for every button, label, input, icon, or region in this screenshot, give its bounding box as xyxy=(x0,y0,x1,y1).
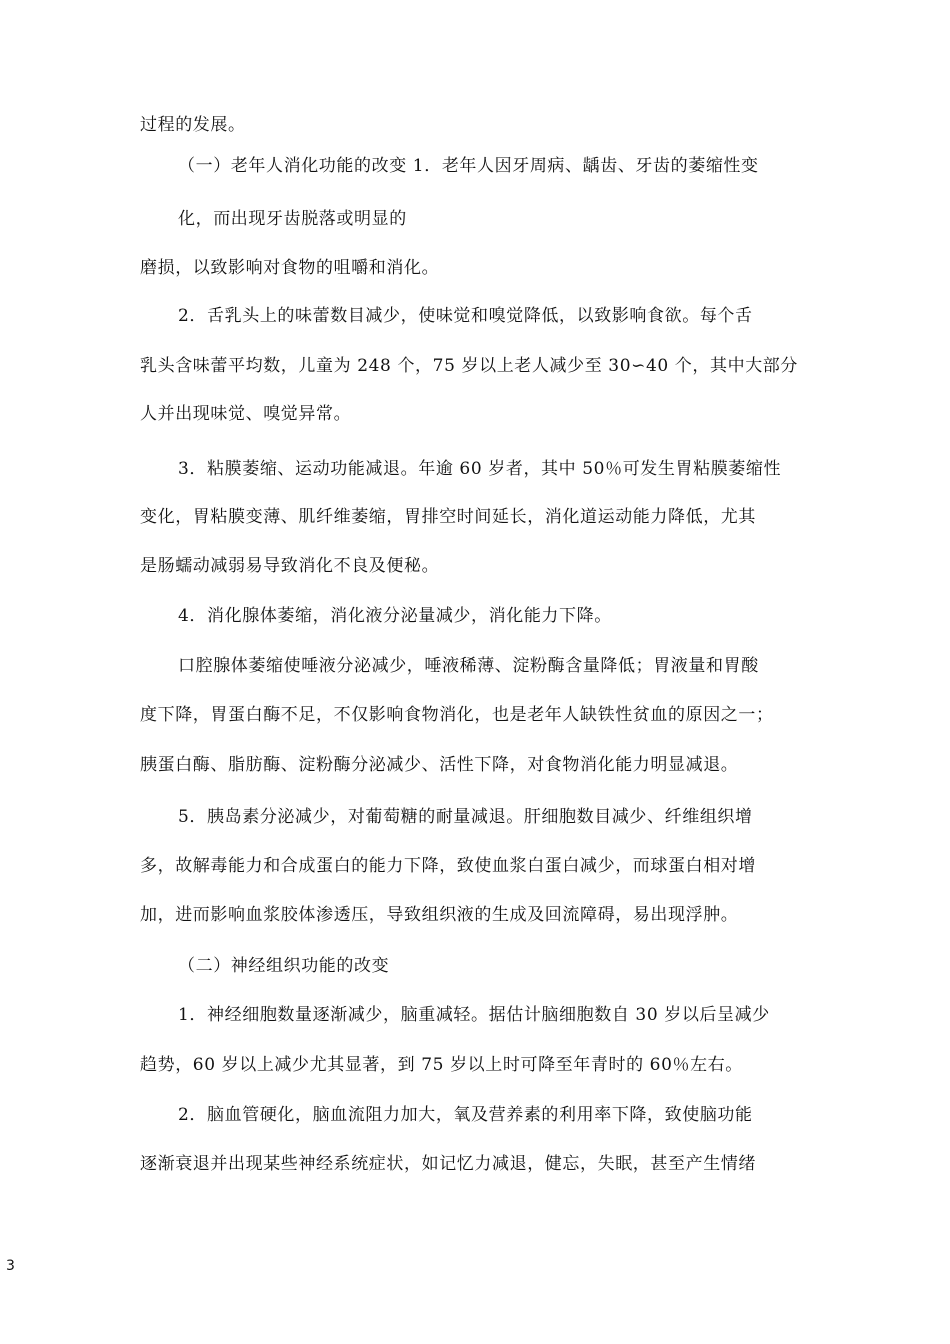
section-heading-digestive: （一）老年人消化功能的改变 1．老年人因牙周病、龋齿、牙齿的萎缩性变 xyxy=(178,156,759,176)
text-line: 人并出现味觉、嗅觉异常。 xyxy=(140,404,352,424)
text-line: 过程的发展。 xyxy=(140,115,246,135)
text-line: 胰蛋白酶、脂肪酶、淀粉酶分泌减少、活性下降，对食物消化能力明显减退。 xyxy=(140,755,739,775)
text-line: 磨损，以致影响对食物的咀嚼和消化。 xyxy=(140,258,440,278)
text-line: 趋势，60 岁以上减少尤其显著，到 75 岁以上时可降至年青时的 60％左右。 xyxy=(140,1055,743,1075)
text-line: 多，故解毒能力和合成蛋白的能力下降，致使血浆白蛋白减少，而球蛋白相对增 xyxy=(140,856,756,876)
text-line: 乳头含味蕾平均数，儿童为 248 个，75 岁以上老人减少至 30∽40 个，其中大部分 xyxy=(140,356,799,376)
text-line: 加，进而影响血浆胶体渗透压，导致组织液的生成及回流障碍，易出现浮肿。 xyxy=(140,905,739,925)
text-line: 度下降，胃蛋白酶不足，不仅影响食物消化，也是老年人缺铁性贫血的原因之一； xyxy=(140,705,774,725)
text-line: 2．脑血管硬化，脑血流阻力加大，氧及营养素的利用率下降，致使脑功能 xyxy=(178,1105,753,1125)
text-line: 4．消化腺体萎缩，消化液分泌量减少，消化能力下降。 xyxy=(178,606,612,626)
text-line: 逐渐衰退并出现某些神经系统症状，如记忆力减退，健忘，失眠，甚至产生情绪 xyxy=(140,1154,756,1174)
text-line: 5．胰岛素分泌减少，对葡萄糖的耐量减退。肝细胞数目减少、纤维组织增 xyxy=(178,807,753,827)
section-heading-nervous: （二）神经组织功能的改变 xyxy=(178,956,390,976)
page-number: 3 xyxy=(6,1258,15,1274)
text-line: 3．粘膜萎缩、运动功能减退。年逾 60 岁者，其中 50％可发生胃粘膜萎缩性 xyxy=(178,459,782,479)
text-line: 口腔腺体萎缩使唾液分泌减少，唾液稀薄、淀粉酶含量降低；胃液量和胃酸 xyxy=(178,656,759,676)
text-line: 化，而出现牙齿脱落或明显的 xyxy=(178,209,407,229)
text-line: 是肠蠕动减弱易导致消化不良及便秘。 xyxy=(140,556,440,576)
text-line: 2．舌乳头上的味蕾数目减少，使味觉和嗅觉降低，以致影响食欲。每个舌 xyxy=(178,306,753,326)
text-line: 1．神经细胞数量逐渐减少，脑重减轻。据估计脑细胞数自 30 岁以后呈减少 xyxy=(178,1005,770,1025)
text-line: 变化，胃粘膜变薄、肌纤维萎缩，胃排空时间延长，消化道运动能力降低，尤其 xyxy=(140,507,756,527)
